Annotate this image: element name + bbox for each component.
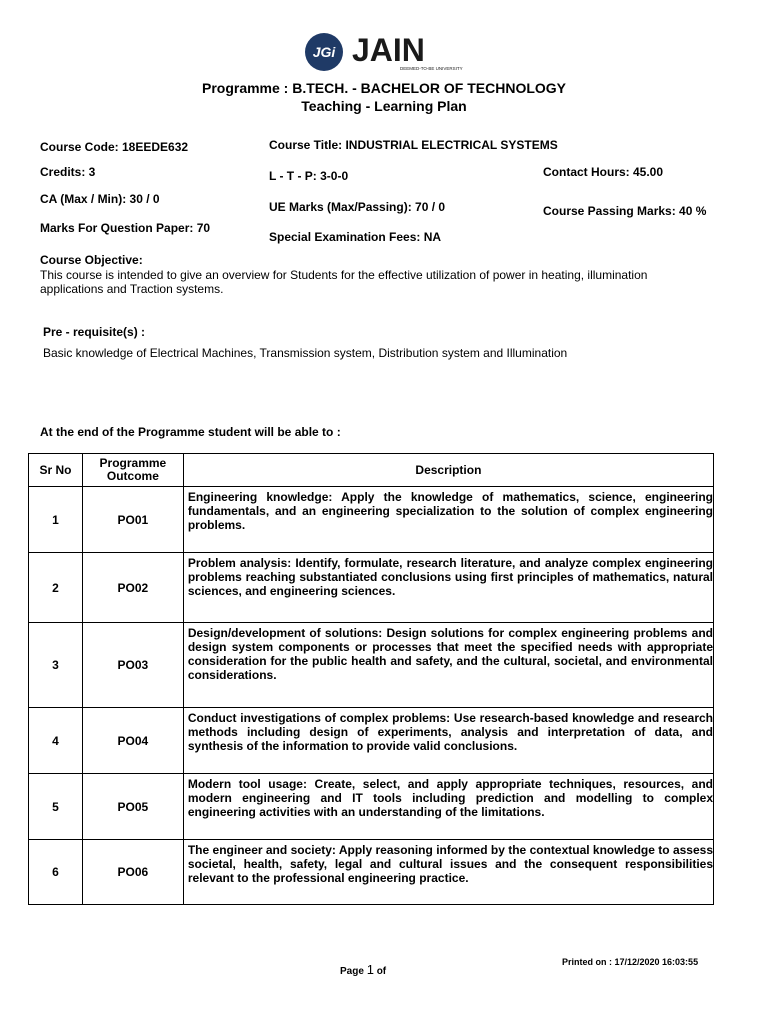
table-header-row [29,454,714,487]
cell-description: Design/development of solutions: Design solutions for complex engineering problems and design system components or processes that meet the specified needs with appropriate consideration for the public health and safety, and the cultural, societal, and environmental considerations. [183,623,713,708]
ue-marks: UE Marks (Max/Passing): 70 / 0 [269,200,446,214]
page-suffix: of [376,966,387,977]
cell-sr-no: 6 [29,840,83,905]
prereq-text: Basic knowledge of Electrical Machines, Transmission system, Distribution system and Illumination [43,346,568,360]
objective-heading: Course Objective: [40,253,143,267]
cell-sr-no: 1 [29,487,83,553]
cell-sr-no: 5 [29,774,83,840]
programme-outcomes-table [28,453,714,905]
printed-on: Printed on : 17/12/2020 16:03:55 [562,957,699,967]
credits: Credits: 3 [40,165,96,179]
table-row [29,623,714,708]
table-row [29,553,714,623]
col-header-outcome: Outcome [106,469,159,483]
objective-line-2: applications and Traction systems. [40,282,224,296]
outcomes-intro: At the end of the Programme student will be able to : [40,425,341,439]
page-indicator [340,962,386,977]
cell-po-code: PO02 [82,553,183,623]
contact-hours: Contact Hours: 45.00 [543,165,664,179]
university-logo [304,32,464,72]
cell-po-code: PO03 [82,623,183,708]
cell-po-code: PO05 [82,774,183,840]
table-row [29,840,714,905]
cell-po-code: PO06 [82,840,183,905]
question-paper-marks: Marks For Question Paper: 70 [40,221,211,235]
col-header-programme-outcome [82,454,183,487]
col-header-description: Description [183,454,713,487]
prereq-heading: Pre - requisite(s) : [43,325,146,339]
course-passing-marks: Course Passing Marks: 40 % [543,204,707,218]
page-prefix: Page [340,966,364,977]
cell-po-code: PO01 [82,487,183,553]
table-row [29,774,714,840]
course-title: Course Title: INDUSTRIAL ELECTRICAL SYSTEMS [269,138,558,152]
plan-title: Teaching - Learning Plan [301,98,467,114]
logo-tagline: DEEMED-TO-BE UNIVERSITY [400,66,463,71]
programme-title: Programme : B.TECH. - BACHELOR OF TECHNOLOGY [201,80,567,96]
cell-description: The engineer and society: Apply reasoning informed by the contextual knowledge to assess societal, health, safety, legal and cultural issues and the consequent responsibilities relevant to the professional engineering practice. [183,840,713,905]
table-row [29,487,714,553]
ca-marks: CA (Max / Min): 30 / 0 [40,192,160,206]
cell-description: Engineering knowledge: Apply the knowledge of mathematics, science, engineering fundamentals, and an engineering specialization to the solution of complex engineering problems. [183,487,713,553]
ltp: L - T - P: 3-0-0 [269,169,349,183]
exam-fees: Special Examination Fees: NA [269,230,442,244]
col-header-sr-no: Sr No [29,454,83,487]
cell-description: Problem analysis: Identify, formulate, research literature, and analyze complex engineering problems reaching substantiated conclusions using first principles of mathematics, natural sciences, and engineering sciences. [183,553,713,623]
cell-description: Modern tool usage: Create, select, and apply appropriate techniques, resources, and modern engineering and IT tools including prediction and modelling to complex engineering activities with an understanding of the limitations. [183,774,713,840]
cell-po-code: PO04 [82,708,183,774]
cell-description: Conduct investigations of complex problems: Use research-based knowledge and research methods including design of experiments, analysis and interpretation of data, and synthesis of the information to provide valid conclusions. [183,708,713,774]
col-header-programme: Programme [99,456,167,470]
cell-sr-no: 2 [29,553,83,623]
logo-mark: JGi [312,44,336,60]
cell-sr-no: 4 [29,708,83,774]
objective-line-1: This course is intended to give an overview for Students for the effective utilization of power in heating, illumination [40,268,648,282]
logo-name: JAIN [352,32,425,68]
page-number: 1 [366,962,374,977]
course-code: Course Code: 18EEDE632 [40,140,189,154]
cell-sr-no: 3 [29,623,83,708]
table-row [29,708,714,774]
